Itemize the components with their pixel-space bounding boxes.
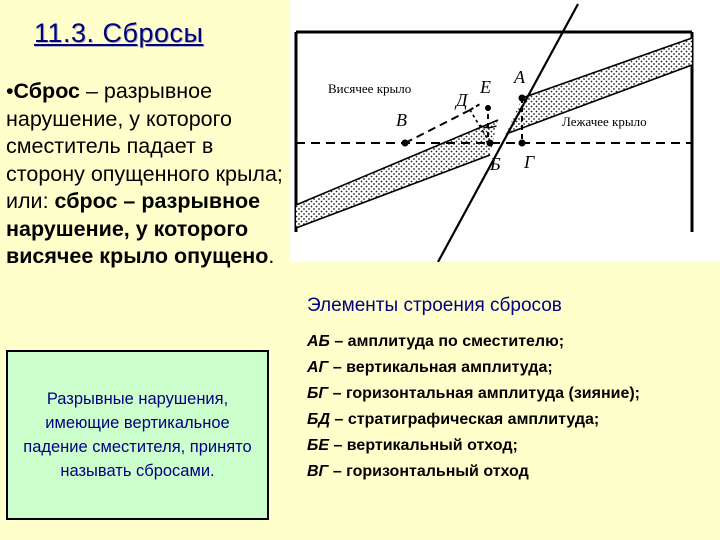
fault-diagram-svg — [290, 0, 720, 262]
definition-term: БЕ — [307, 437, 329, 454]
point-a — [519, 95, 526, 102]
definition-end: . — [268, 244, 275, 268]
definition-term: Сброс — [13, 79, 80, 103]
hanging-wing-layer — [296, 120, 498, 228]
fault-plane — [438, 4, 578, 262]
fault-diagram — [290, 0, 720, 262]
label-a: А — [514, 67, 525, 87]
label-e: Е — [480, 77, 491, 97]
note-text: Разрывные нарушения, имеющие вертикальное падение сместителя, принято называть сбросами. — [23, 390, 252, 480]
definition-term: БД — [307, 411, 331, 428]
label-g: Г — [524, 152, 535, 172]
definition-desc: – амплитуда по сместителю; — [329, 333, 565, 350]
definition-row — [307, 433, 712, 459]
label-v: В — [396, 110, 407, 130]
point-v — [402, 140, 409, 147]
definition-desc: – вертикальный отход; — [329, 437, 518, 454]
bullet: • — [6, 79, 14, 103]
label-b: Б — [490, 154, 501, 174]
lying-wing-label: Лежачее крыло — [562, 114, 647, 129]
definition-term: ВГ — [307, 463, 329, 480]
page-title: 11.3. Сбросы — [34, 18, 204, 48]
definition-row — [307, 381, 712, 407]
fault-definition — [6, 78, 288, 271]
hanging-wing-label: Висячее крыло — [328, 81, 412, 96]
definition-row — [307, 355, 712, 381]
definition-row — [307, 407, 712, 433]
definition-desc: – стратиграфическая амплитуда; — [330, 411, 600, 428]
definition-desc: – вертикальная амплитуда; — [328, 359, 553, 376]
definition-desc: – горизонтальная амплитуда (зияние); — [328, 385, 640, 402]
definition-term: АГ — [307, 359, 329, 376]
definition-row — [307, 459, 712, 485]
definition-term: АБ — [307, 333, 330, 350]
point-b — [487, 140, 494, 147]
definition-bold-text: сброс – разрывное нарушение, у которого висячее крыло опущено — [6, 189, 269, 268]
point-e — [485, 105, 491, 111]
definition-term: БГ — [307, 385, 329, 402]
elements-title: Элементы строения сбросов — [307, 295, 562, 316]
definition-row — [307, 329, 712, 355]
point-g — [519, 140, 526, 147]
note-box — [6, 350, 269, 520]
label-d: Д — [456, 90, 468, 110]
dashed-line-d-e — [470, 104, 480, 110]
definitions-list — [307, 329, 712, 485]
definition-desc: – горизонтальный отход — [328, 463, 529, 480]
definition-text: – разрывное нарушение, у которого сместитель падает в сторону опущенного крыла; или: — [6, 79, 283, 213]
